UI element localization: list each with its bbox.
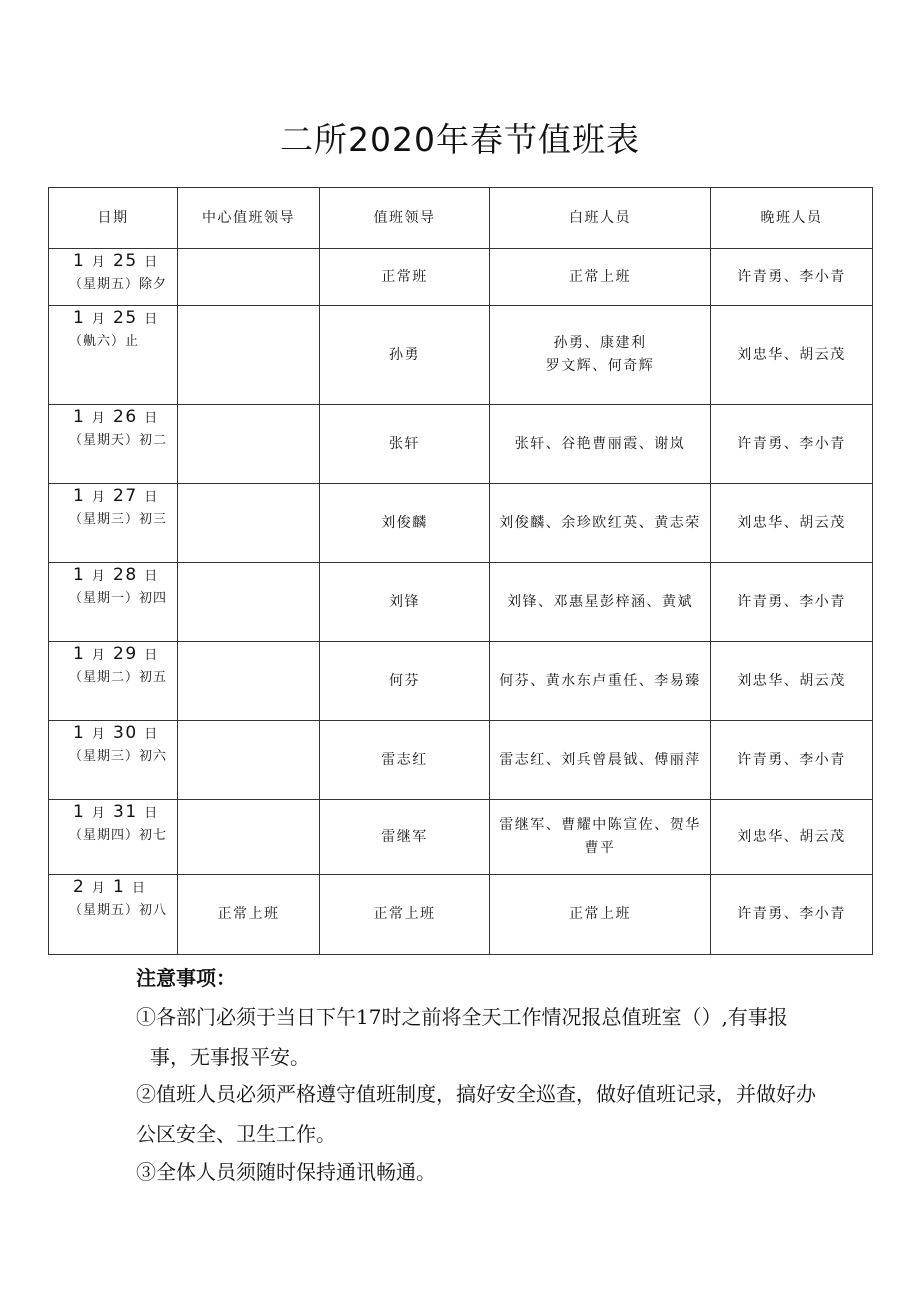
weekday-label: （星期天）初二 — [69, 433, 168, 448]
weekday-label: （星期二）初五 — [69, 670, 168, 685]
weekday-label: （星期三）初六 — [69, 749, 168, 764]
center-leader-cell — [178, 484, 320, 563]
night-shift-cell: 许青勇、李小青 — [711, 563, 873, 642]
header-center-leader: 中心值班领导 — [178, 188, 320, 249]
day-char: 日 — [144, 648, 159, 663]
table-row — [49, 721, 873, 800]
day-char: 日 — [131, 881, 147, 896]
month: 1 — [73, 644, 86, 664]
notes-heading: 注意事项： — [136, 966, 236, 990]
note-item-2-line-2: 公区安全、卫生工作。 — [136, 1122, 336, 1146]
table-row — [49, 875, 873, 955]
date-cell — [49, 875, 178, 955]
night-shift-cell: 许青勇、李小青 — [711, 721, 873, 800]
page-title: 二所2020年春节值班表 — [280, 120, 640, 159]
header-date: 日期 — [49, 188, 178, 249]
month-char: 月 — [91, 490, 107, 505]
duty-leader-cell: 正常上班 — [320, 875, 490, 955]
weekday-label: （星期五）除夕 — [69, 277, 168, 292]
duty-leader-cell: 孙勇 — [320, 306, 490, 405]
month: 1 — [73, 308, 86, 328]
note-item-1-line-1: ①各部门必须于当日下午17时之前将全天工作情况报总值班室（）,有事报 — [136, 1005, 788, 1029]
day-char: 日 — [144, 727, 159, 742]
night-shift-cell: 刘忠华、胡云茂 — [711, 306, 873, 405]
date-cell — [49, 642, 178, 721]
day-shift-line: 正常上班 — [569, 906, 631, 922]
date-line — [73, 251, 177, 273]
day-shift-line: 张轩、谷艳曹丽霞、谢岚 — [514, 435, 686, 452]
month: 1 — [73, 802, 86, 822]
night-shift-cell: 刘忠华、胡云茂 — [711, 800, 873, 875]
night-shift-cell: 刘忠华、胡云茂 — [711, 642, 873, 721]
month-char: 月 — [91, 255, 107, 270]
table-row — [49, 405, 873, 484]
day-shift-cell — [490, 563, 711, 642]
table-row — [49, 800, 873, 875]
date-line — [73, 486, 177, 508]
duty-leader-cell: 雷志红 — [320, 721, 490, 800]
duty-leader-cell: 刘锋 — [320, 563, 490, 642]
duty-leader-cell: 正常班 — [320, 249, 490, 306]
center-leader-cell — [178, 405, 320, 484]
center-leader-cell — [178, 306, 320, 405]
day-char: 日 — [144, 806, 159, 821]
date-cell — [49, 306, 178, 405]
day-shift-cell — [490, 875, 711, 955]
table-header-row — [49, 188, 873, 249]
day: 26 — [113, 407, 138, 427]
day-shift-line: 雷继军、曹耀中陈宣佐、贺华 — [499, 817, 701, 833]
date-cell — [49, 800, 178, 875]
day: 29 — [113, 644, 138, 664]
day: 27 — [113, 486, 138, 506]
night-shift-cell: 许青勇、李小青 — [711, 405, 873, 484]
day: 25 — [113, 308, 138, 328]
center-leader-cell — [178, 800, 320, 875]
date-cell — [49, 249, 178, 306]
day-shift-cell — [490, 306, 711, 405]
day-shift-cell — [490, 800, 711, 875]
duty-schedule-table — [48, 187, 873, 955]
date-line — [73, 802, 177, 824]
center-leader-cell — [178, 642, 320, 721]
day-char: 日 — [144, 490, 159, 505]
duty-leader-cell: 雷继军 — [320, 800, 490, 875]
table-row — [49, 642, 873, 721]
day: 30 — [113, 723, 138, 743]
date-line — [73, 644, 177, 666]
day-shift-line: 曹平 — [584, 840, 616, 856]
day: 28 — [113, 565, 138, 585]
day-shift-cell — [490, 484, 711, 563]
duty-leader-cell: 刘俊麟 — [320, 484, 490, 563]
month-char: 月 — [91, 727, 107, 742]
month: 1 — [73, 251, 86, 271]
table-row — [49, 249, 873, 306]
center-leader-cell — [178, 721, 320, 800]
month: 1 — [73, 565, 86, 585]
day-shift-cell — [490, 405, 711, 484]
day-shift-line: 刘锋、邓惠星彭梓涵、黄斌 — [507, 593, 693, 610]
day-shift-cell — [490, 721, 711, 800]
day-shift-line: 正常上班 — [569, 268, 631, 285]
center-leader-cell: 正常上班 — [178, 875, 320, 955]
month: 2 — [73, 877, 86, 897]
date-cell — [49, 721, 178, 800]
month-char: 月 — [91, 806, 107, 821]
date-cell — [49, 484, 178, 563]
month-char: 月 — [91, 569, 107, 584]
day-char: 日 — [144, 569, 159, 584]
weekday-label: （星期三）初三 — [69, 512, 168, 527]
table-row — [49, 484, 873, 563]
day-shift-line: 孙勇、康建利 — [553, 335, 647, 351]
duty-leader-cell: 张轩 — [320, 405, 490, 484]
month-char: 月 — [91, 881, 107, 896]
month: 1 — [73, 407, 86, 427]
day-char: 日 — [144, 411, 159, 426]
date-line — [73, 308, 177, 330]
day-shift-line: 罗文辉、何奇辉 — [545, 358, 655, 374]
center-leader-cell — [178, 249, 320, 306]
note-item-3: ③全体人员须随时保持通讯畅通。 — [136, 1160, 436, 1184]
night-shift-cell: 许青勇、李小青 — [711, 249, 873, 306]
center-leader-cell — [178, 563, 320, 642]
header-day-shift: 白班人员 — [490, 188, 711, 249]
day-shift-line: 刘俊麟、余珍欧红英、黄志荣 — [499, 514, 701, 531]
day: 25 — [113, 251, 138, 271]
date-line — [73, 565, 177, 587]
night-shift-cell: 许青勇、李小青 — [711, 875, 873, 955]
month: 1 — [73, 723, 86, 743]
day-shift-cell — [490, 642, 711, 721]
header-duty-leader: 值班领导 — [320, 188, 490, 249]
weekday-label: （星期一）初四 — [69, 591, 168, 606]
month-char: 月 — [91, 312, 107, 327]
date-cell — [49, 405, 178, 484]
table-row — [49, 563, 873, 642]
note-item-2-line-1: ②值班人员必须严格遵守值班制度，搞好安全巡查，做好值班记录，并做好办 — [136, 1082, 816, 1106]
day-shift-cell — [490, 249, 711, 306]
date-line — [73, 723, 177, 745]
weekday-label: （鼽六）止 — [69, 334, 140, 349]
month-char: 月 — [91, 411, 107, 426]
day-shift-line: 雷志红、刘兵曾晨钺、傅丽萍 — [499, 751, 701, 768]
day-char: 日 — [144, 312, 159, 327]
weekday-label: （星期四）初七 — [69, 828, 168, 843]
date-line — [73, 407, 177, 429]
date-cell — [49, 563, 178, 642]
night-shift-cell: 刘忠华、胡云茂 — [711, 484, 873, 563]
day: 1 — [113, 877, 126, 897]
month-char: 月 — [91, 648, 107, 663]
duty-leader-cell: 何芬 — [320, 642, 490, 721]
day-shift-line: 何芬、黄水东卢重任、李易臻 — [499, 672, 701, 689]
date-line — [73, 877, 177, 899]
day-char: 日 — [144, 255, 159, 270]
month: 1 — [73, 486, 86, 506]
day: 31 — [113, 802, 138, 822]
header-night-shift: 晚班人员 — [711, 188, 873, 249]
table-row — [49, 306, 873, 405]
weekday-label: （星期五）初八 — [69, 903, 168, 918]
note-item-1-line-2: 事，无事报平安。 — [150, 1045, 310, 1069]
